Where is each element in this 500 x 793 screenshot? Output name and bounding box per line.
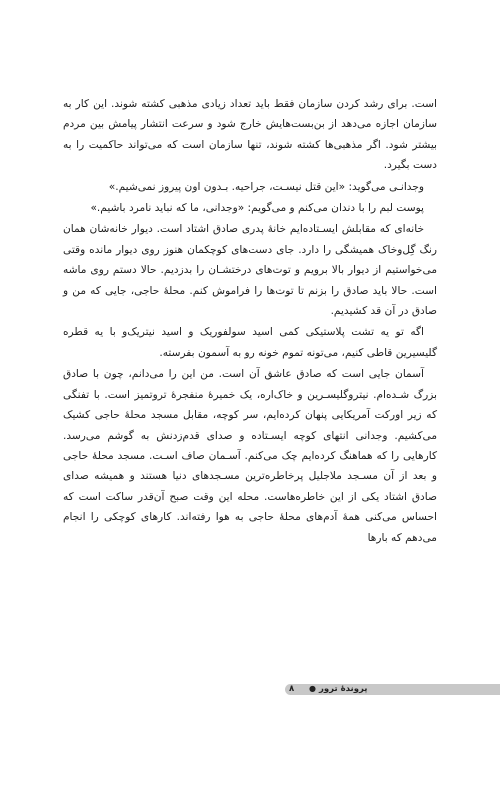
paragraph-5: اگه تو یه تشت پلاستیکی کمی اسید سولفوریک و اسید نیتریک‌و با یه قطره گلیسیرین قاطی کنیم، می‌تونه تموم خونه رو به آسمون بفرسته. — [63, 326, 437, 359]
paragraph-4: خانه‌ای که مقابلش ایسـتاده‌ایم خانهٔ پدری صادق اشتاد است. دیوار خانه‌شان همان رنگ گِل‌وخاک همیشگی را دارد. جای دست‌های کوچکمان هنوز روی دیوار مانده وقتی می‌خواستیم از دیوار بالا برویم و توت‌های درختشـان را بدزدیم. حالا دستم روی ماشه است. حالا باید صادق را بزنم تا توت‌ها را فراموش کنم. محلهٔ حاجی، جایی که من و صادق در آن قد کشیدیم. — [63, 223, 437, 318]
paragraph-1: است. برای رشد کردن سازمان فقط باید تعداد زیادی مذهبی کشته شوند. این کار به سازمان اجازه می‌دهد از بن‌بست‌هایش خارج شود و سرعت انتشار پیامش بین مردم بیشتر شود. اگر مذهبی‌ها کشته شوند، تنها سازمان است که می‌تواند حاکمیت را به دست بگیرد. — [63, 98, 437, 172]
paragraph-2: وجدانـی می‌گوید: «این قتل نیسـت، جراحیه. بـدون اون پیروز نمی‌شیم.» — [108, 180, 424, 193]
bullet-icon: ● — [309, 684, 316, 693]
book-title: پروندهٔ ترور — [318, 684, 368, 694]
paragraph-3: پوست لبم را با دندان می‌کنم و می‌گویم: «وجدانی، ما که نباید نامرد باشیم.» — [90, 202, 424, 215]
page-body — [63, 94, 437, 549]
paragraph-6: آسمان جایی است که صادق عاشق آن است. من این را می‌دانم، چون با صادق بزرگ شـده‌ام. نیتروگلیسـرین و خاک‌اره، یک خمیرهٔ منفجرهٔ تروتمیز است. با تفنگی که زیر اورکت آمریکایی پنهان کرده‌ایم، سر کوچه، مقابل مسجد محلهٔ حاجی کشیک می‌کشیم. وجدانی انتهای کوچه ایسـتاده و صدای قدم‌زدنش به گوشم می‌رسد. کارهایی را که هماهنگ کرده‌ایم چک می‌کنم. آسـمان صاف اسـت. مسجد محلهٔ حاجی و بعد از آن مسـجد ملاجلیل پرخاطره‌ترین مسـجدهای دنیا هستند و همیشه صدای صادق اشتاد یکی از این خاطره‌هاست. محله این وقت صبح آن‌قدر ساکت است که احساس می‌کنی همهٔ آدم‌های محلهٔ حاجی به هوا رفته‌اند. کارهای کوچکی را انجام می‌دهم که بارها — [63, 368, 437, 544]
running-footer — [306, 682, 367, 696]
page-number: ۸ — [289, 684, 295, 694]
